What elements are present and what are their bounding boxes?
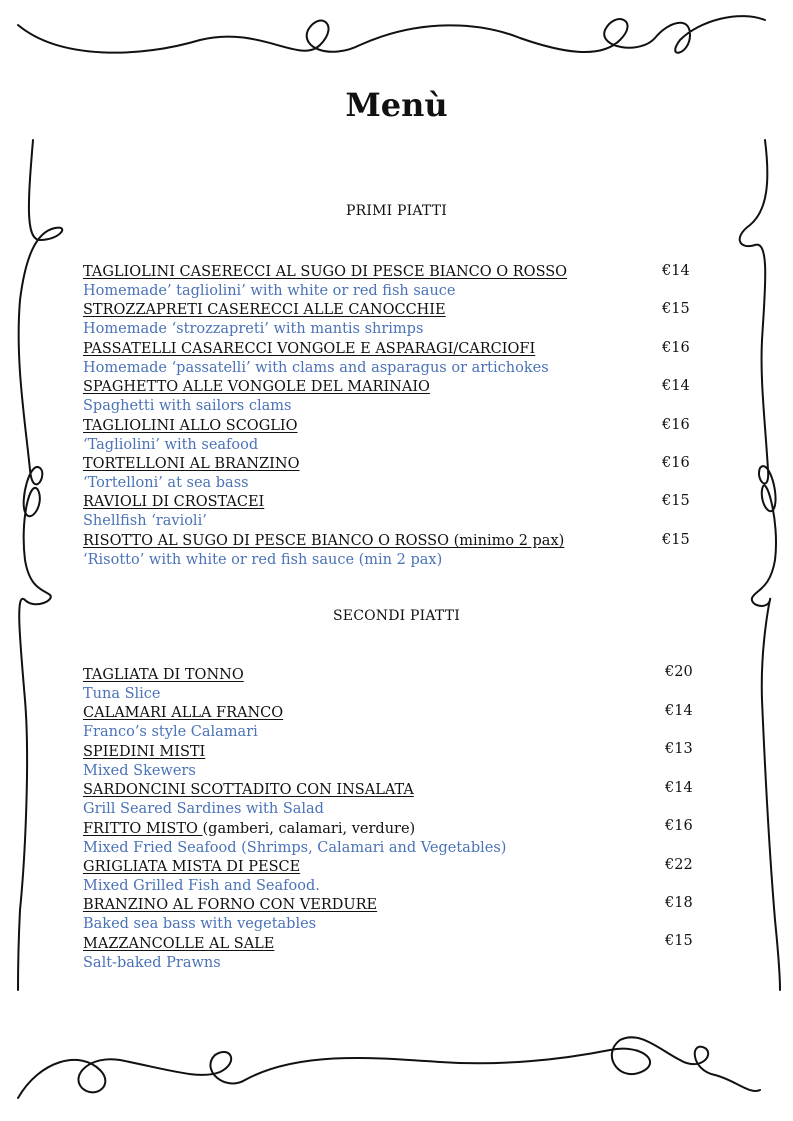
bottom-swirl [18,1037,760,1098]
menu-item [83,417,723,455]
dish-name-text: RISOTTO AL SUGO DI PESCE BIANCO O ROSSO (minimo 2 pax) [83,533,565,549]
dish-price: €15 [662,532,690,548]
dish-name-text: TAGLIATA DI TONNO [83,667,244,683]
dish-translation: Mixed Skewers [83,763,196,779]
dish-price: €14 [665,703,693,719]
dish-translation: Homemade ‘passatelli’ with clams and asparagus or artichokes [83,360,549,376]
dish-name-text: RAVIOLI DI CROSTACEI [83,494,265,510]
menu-item [83,340,723,378]
dish-name [83,532,723,551]
dish-name-text: BRANZINO AL FORNO CON VERDURE [83,897,378,913]
menu-item [83,743,723,781]
top-swirl [18,16,765,53]
dish-price: €14 [662,263,690,279]
dish-name-text: PASSATELLI CASARECCI VONGOLE E ASPARAGI/CARCIOFI [83,341,536,357]
dish-name-text: GRIGLIATA MISTA DI PESCE [83,859,301,875]
dish-price: €15 [662,493,690,509]
dish-name-text: SPIEDINI MISTI [83,744,206,760]
dish-translation: Mixed Grilled Fish and Seafood. [83,878,320,894]
dish-name [83,781,723,800]
dish-name [83,858,723,877]
menu-item [83,263,723,301]
dish-price: €14 [665,780,693,796]
section-title-primi: PRIMI PIATTI [346,203,447,219]
left-swirl [18,140,62,990]
dish-price: €18 [665,895,693,911]
dish-price: €16 [662,340,690,356]
dish-price: €13 [665,741,693,757]
dish-name [83,666,723,685]
dish-name-text: SPAGHETTO ALLE VONGOLE DEL MARINAIO [83,379,430,395]
dish-price: €14 [662,378,690,394]
dish-name-text: STROZZAPRETI CASERECCI ALLE CANOCCHIE [83,302,446,318]
dish-translation: ‘Risotto’ with white or red fish sauce (min 2 pax) [83,552,443,568]
dish-translation: Salt-baked Prawns [83,955,221,971]
dish-name-text: TAGLIOLINI CASERECCI AL SUGO DI PESCE BIANCO O ROSSO [83,264,568,280]
section-title-secondi: SECONDI PIATTI [332,608,461,624]
dish-name [83,704,723,723]
dish-name [83,301,723,320]
dish-translation: Franco’s style Calamari [83,724,258,740]
menu-item [83,704,723,742]
dish-translation: Tuna Slice [83,686,161,702]
dish-translation: Homemade ‘strozzapreti’ with mantis shrimps [83,321,424,337]
dish-name-text: CALAMARI ALLA FRANCO [83,705,284,721]
dish-translation: Homemade’ tagliolini’ with white or red fish sauce [83,283,456,299]
menu-item [83,378,723,416]
menu-item [83,935,723,973]
dish-name [83,263,723,282]
dish-name [83,493,723,512]
dish-name [83,378,723,397]
menu-title: Menù [345,86,448,124]
dish-price: €16 [662,455,690,471]
dish-translation: Shellfish ‘ravioli’ [83,513,207,529]
menu-item [83,858,723,896]
menu-item [83,666,723,704]
menu-item [83,455,723,493]
dish-name [83,340,723,359]
right-swirl [740,140,780,990]
dish-name-text: TAGLIOLINI ALLO SCOGLIO [83,418,298,434]
dish-translation: Spaghetti with sailors clams [83,398,292,414]
dish-translation: ‘Tortelloni’ at sea bass [83,475,249,491]
menu-item [83,896,723,934]
dish-translation: Grill Seared Sardines with Salad [83,801,324,817]
dish-name-text: FRITTO MISTO [83,821,203,837]
dish-translation: ‘Tagliolini’ with seafood [83,437,259,453]
dish-name [83,417,723,436]
dish-name-text: TORTELLONI AL BRANZINO [83,456,300,472]
dish-price: €15 [662,301,690,317]
dish-name [83,743,723,762]
dish-price: €16 [662,417,690,433]
dish-name [83,820,723,839]
dish-translation: Mixed Fried Seafood (Shrimps, Calamari and Vegetables) [83,840,507,856]
dish-name [83,896,723,915]
dish-name [83,935,723,954]
menu-item [83,820,723,858]
dish-name [83,455,723,474]
menu-item [83,301,723,339]
dish-name-text: SARDONCINI SCOTTADITO CON INSALATA [83,782,414,798]
dish-price: €16 [665,818,693,834]
dish-price: €22 [665,857,693,873]
dish-price: €20 [665,664,693,680]
menu-item [83,493,723,531]
dish-name-text: MAZZANCOLLE AL SALE [83,936,275,952]
dish-extra: (gamberi, calamari, verdure) [202,821,416,837]
dish-translation: Baked sea bass with vegetables [83,916,317,932]
dish-price: €15 [665,933,693,949]
menu-item [83,532,723,570]
menu-item [83,781,723,819]
